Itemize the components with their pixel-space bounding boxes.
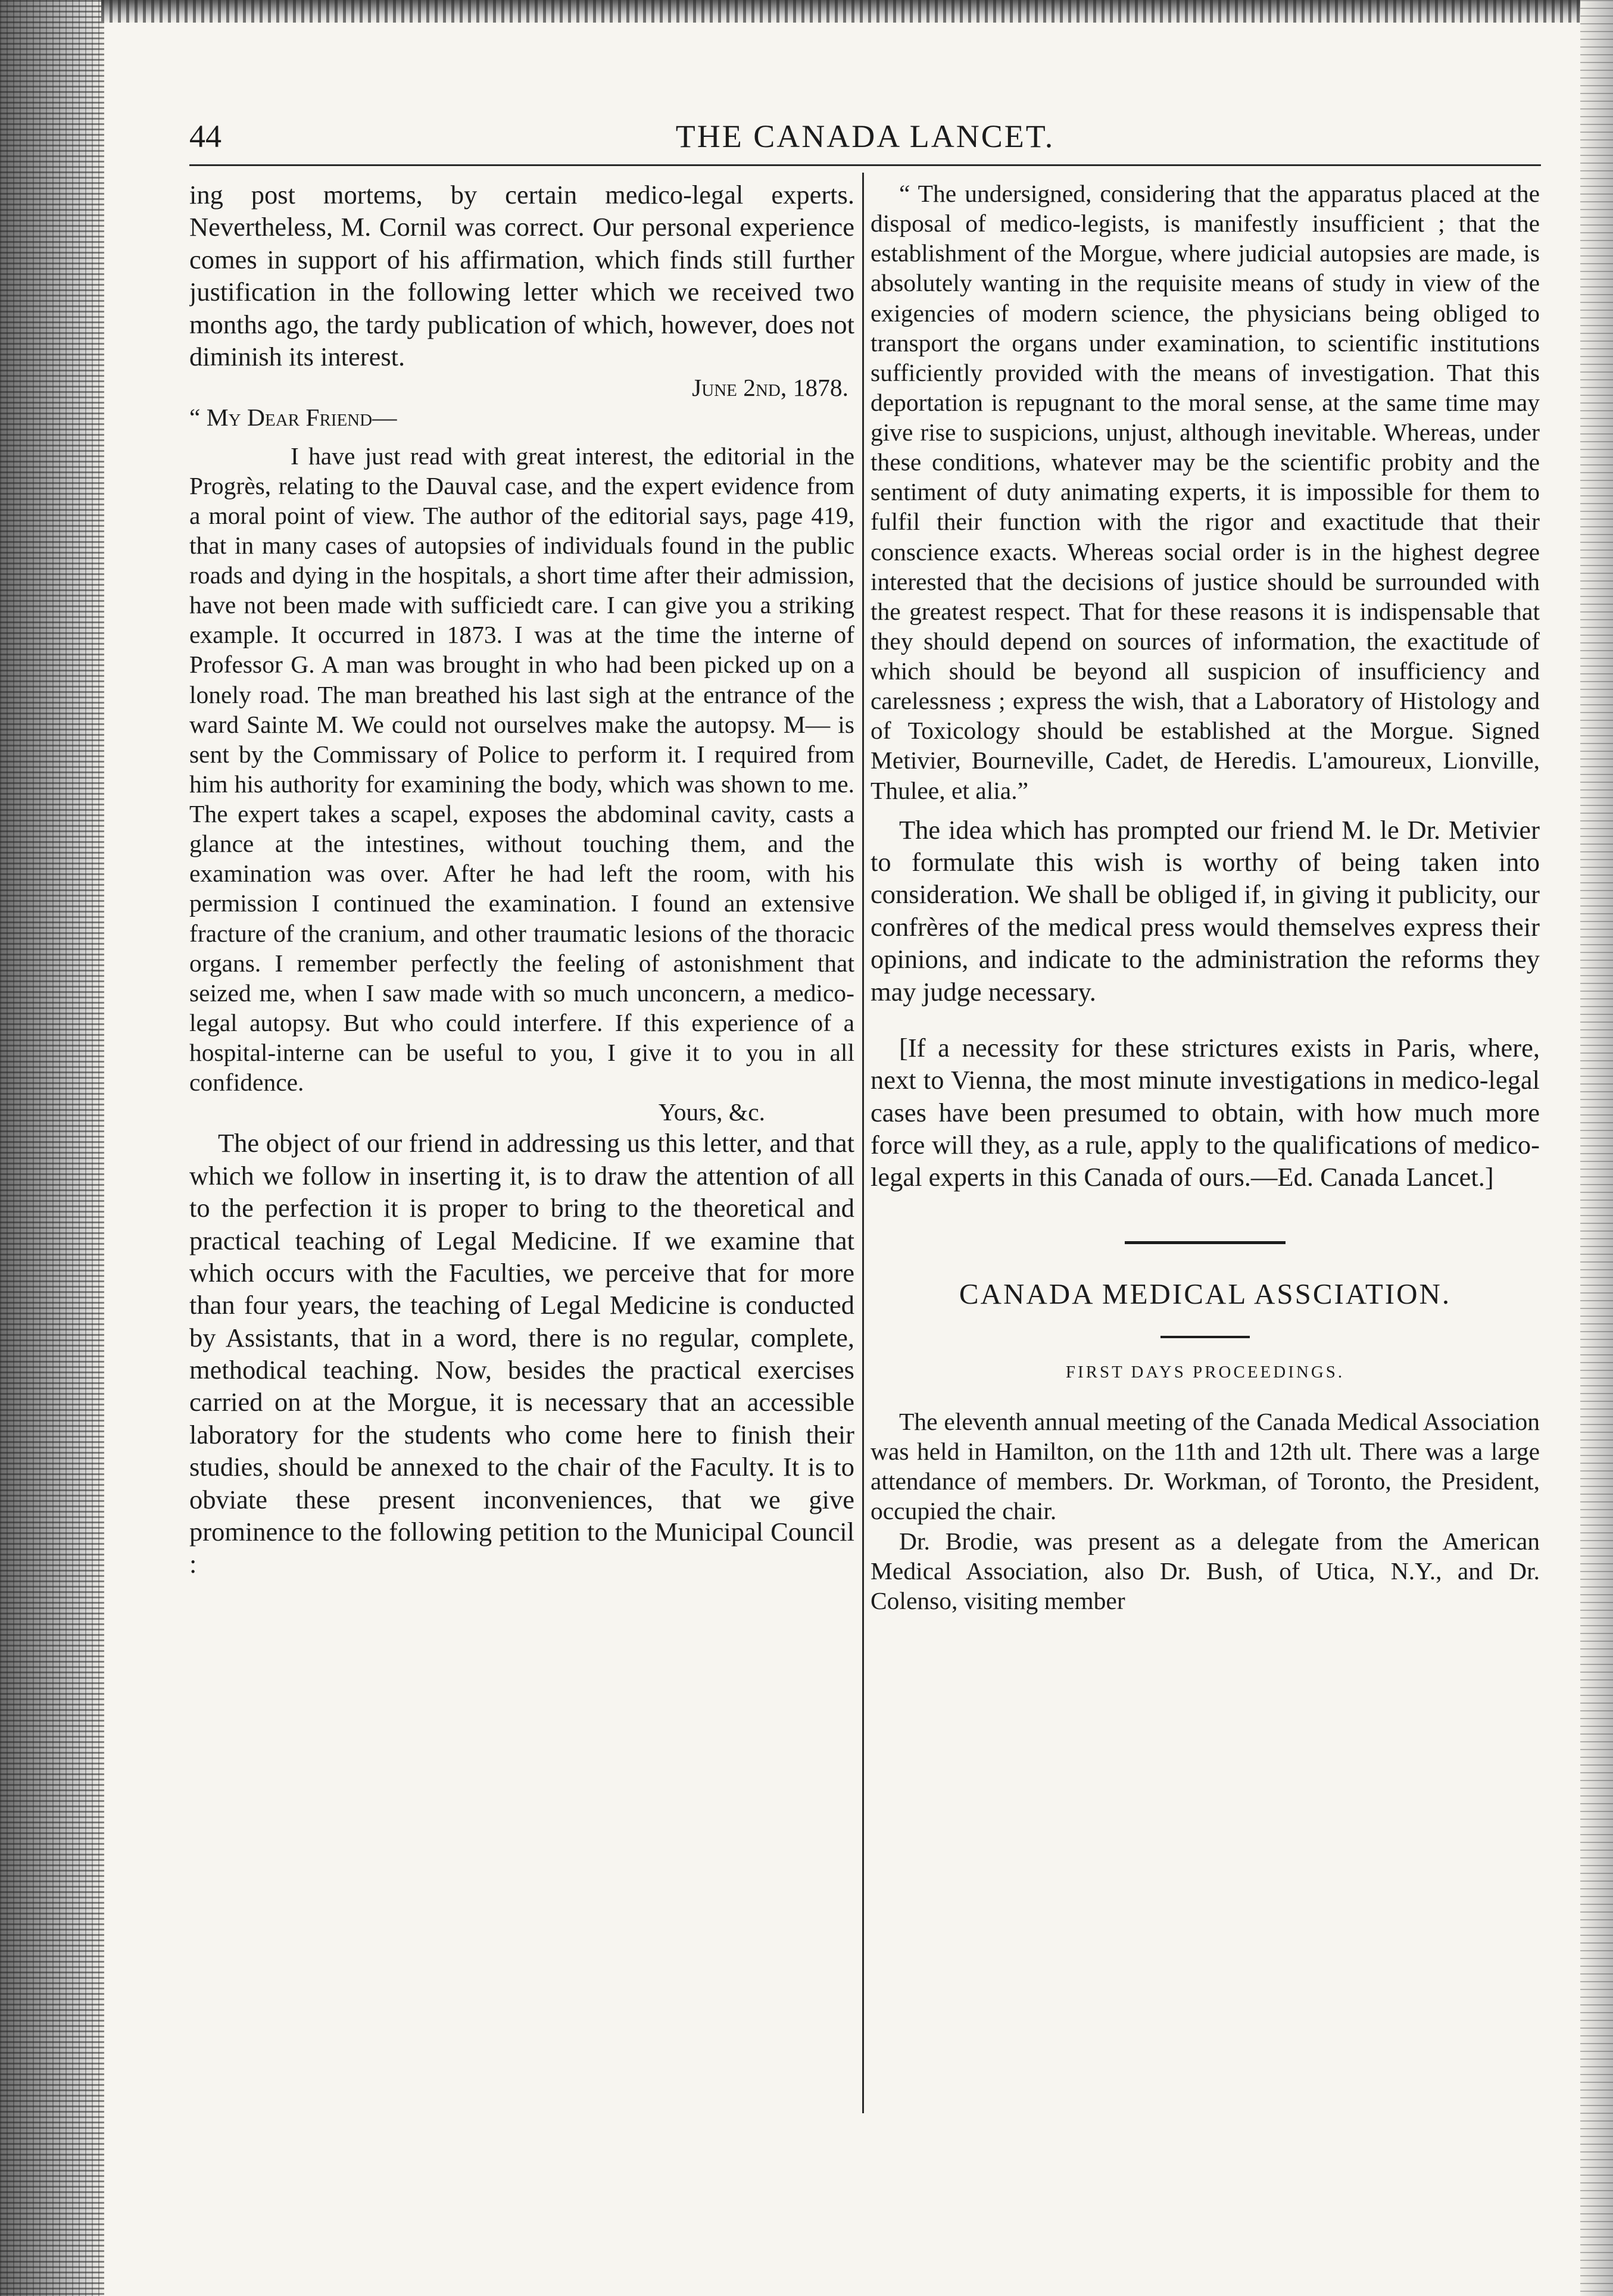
spacer <box>871 805 1540 814</box>
section-subhead: FIRST DAYS PROCEEDINGS. <box>1065 1362 1345 1382</box>
proceedings-paragraph-1: The eleventh annual meeting of the Canada Medical Association was held in Hamilton, on the 11th and 12th ult. There was a large attendance of members. Dr. Workman, of Toronto, the President, occupied the chair. <box>871 1408 1540 1525</box>
spacer <box>871 1268 1540 1276</box>
page-right-edge <box>1580 0 1613 2296</box>
spacer <box>871 1008 1540 1032</box>
spacer <box>871 1217 1540 1241</box>
spacer <box>871 1338 1540 1362</box>
petition-paragraph: “ The undersigned, considering that the apparatus placed at the disposal of medico-legists, is manifestly insufficient ; that the establishment of the Morgue, where judicial autopsies are made, is absolutely wanting in the requisite means of study in view of the exigencies of modern science, the physicians being obliged to transport the organs under examination, to scientific institutions sufficiently provided with the means of investigation. That this deportation is repugnant to the moral sense, at the same time may give rise to suspicions, unjust, although inevitable. Whereas, under these conditions, whatever may be the scientific probity and the sentiment of duty animating experts, it is impossible for them to fulfil their function with the rigor and exactitude that their conscience exacts. Whereas social order is in the highest degree interested that the decisions of justice should be surrounded with the greatest respect. That for these reasons it is indispensable that they should depend on sources of information, the exactitude of which should be beyond all suspicion of insufficiency and carelessness ; express the wish, that a Laboratory of Histology and of Toxicology should be established at the Morgue. Signed Metivier, Bourneville, Cadet, de Heredis. L'amoureux, Lionville, Thulee, et alia.” <box>871 180 1540 804</box>
letter-salutation: “ My Dear Friend— <box>189 404 397 432</box>
spacer <box>871 1383 1540 1407</box>
spacer <box>871 1194 1540 1217</box>
spacer <box>189 433 854 441</box>
section-title: CANADA MEDICAL ASSCIATION. <box>959 1277 1452 1310</box>
comment-paragraph: The idea which has prompted our friend M. le Dr. Metivier to formulate this wish is worthy of being taken into consideration. We shall be obliged if, in giving it publicity, our confrères of the medical press would themselves express their opinions, and indicate to the administration the reforms they may judge necessary. <box>871 814 1540 1007</box>
letter-signoff: Yours, &c. <box>658 1098 765 1126</box>
page-top-edge <box>101 0 1613 23</box>
closing-paragraph: The object of our friend in addressing us this letter, and that which we follow in inserting it, is to draw the attention of all to the perfection it is proper to bring to the theoretical and practical teaching of Legal Medicine. If we examine that which occurs with the Faculties, we perceive that for more than four years, the teaching of Legal Medicine is conducted by Assistants, that in a word, there is no regular, complete, methodical teaching. Now, besides the practical exercises carried on at the Morgue, it is necessary that an accessible laboratory for the students who come here to finish their studies, should be annexed to the chair of the Faculty. It is to obviate these present inconveniences, that we give prominence to the following petition to the Municipal Council : <box>189 1128 854 1579</box>
page-binding-edge <box>0 0 104 2296</box>
spacer <box>871 1244 1540 1268</box>
letter-date: June 2nd, 1878. <box>692 374 848 402</box>
intro-paragraph: ing post mortems, by certain medico-legal experts. Nevertheless, M. Cornil was correct. Our personal experience comes in support of his affirmation, which finds still further justification in the following letter which we received two months ago, the tardy publication of which, however, does not diminish its interest. <box>189 180 854 371</box>
letter-body: I have just read with great interest, the editorial in the Progrès, relating to the Dauval case, and the expert evidence from a moral point of view. The author of the editorial says, page 419, that in many cases of autopsies of individuals found in the public roads and dying in the hospitals, a short time after their admission, have not been made with sufficiedt care. I can give you a striking example. It occurred in 1873. I was at the time the interne of Professor G. A man was brought in who had been picked up on a lonely road. The man breathed his last sigh at the entrance of the ward Sainte M. We could not ourselves make the autopsy. M— is sent by the Commissary of Police to perform it. I required from him his authority for examining the body, which was shown to me. The expert takes a scapel, exposes the abdominal cavity, casts a glance at the intestines, without touching them, and the examination was over. After he had left the room, with his permission I continued the examination. I found an extensive fracture of the cranium, and other traumatic lesions of the thoracic organs. I remember perfectly the feeling of astonishment that seized me, when I saw made with so much unconcern, a medico-legal autopsy. But who could interfere. If this experience of a hospital-interne can be useful to you, I give it to you in all confidence. <box>189 442 854 1097</box>
spacer <box>871 1312 1540 1336</box>
editor-note: [If a necessity for these strictures exists in Paris, where, next to Vienna, the most minute investigations in medico-legal cases have been presumed to obtain, with how much more force will they, as a rule, apply to the qualifications of medico-legal experts in this Canada of ours.—Ed. Canada Lancet.] <box>871 1032 1540 1192</box>
proceedings-paragraph-2: Dr. Brodie, was present as a delegate from the American Medical Association, also Dr. Bush, of Utica, N.Y., and Dr. Colenso, visiting member <box>871 1527 1540 1614</box>
page-number: 44 <box>189 118 221 154</box>
column-divider <box>862 173 864 2113</box>
running-title: THE CANADA LANCET. <box>675 118 1055 154</box>
right-column <box>871 179 1540 2107</box>
page-header <box>189 113 1541 161</box>
left-column <box>189 179 854 2107</box>
header-rule <box>189 164 1541 166</box>
